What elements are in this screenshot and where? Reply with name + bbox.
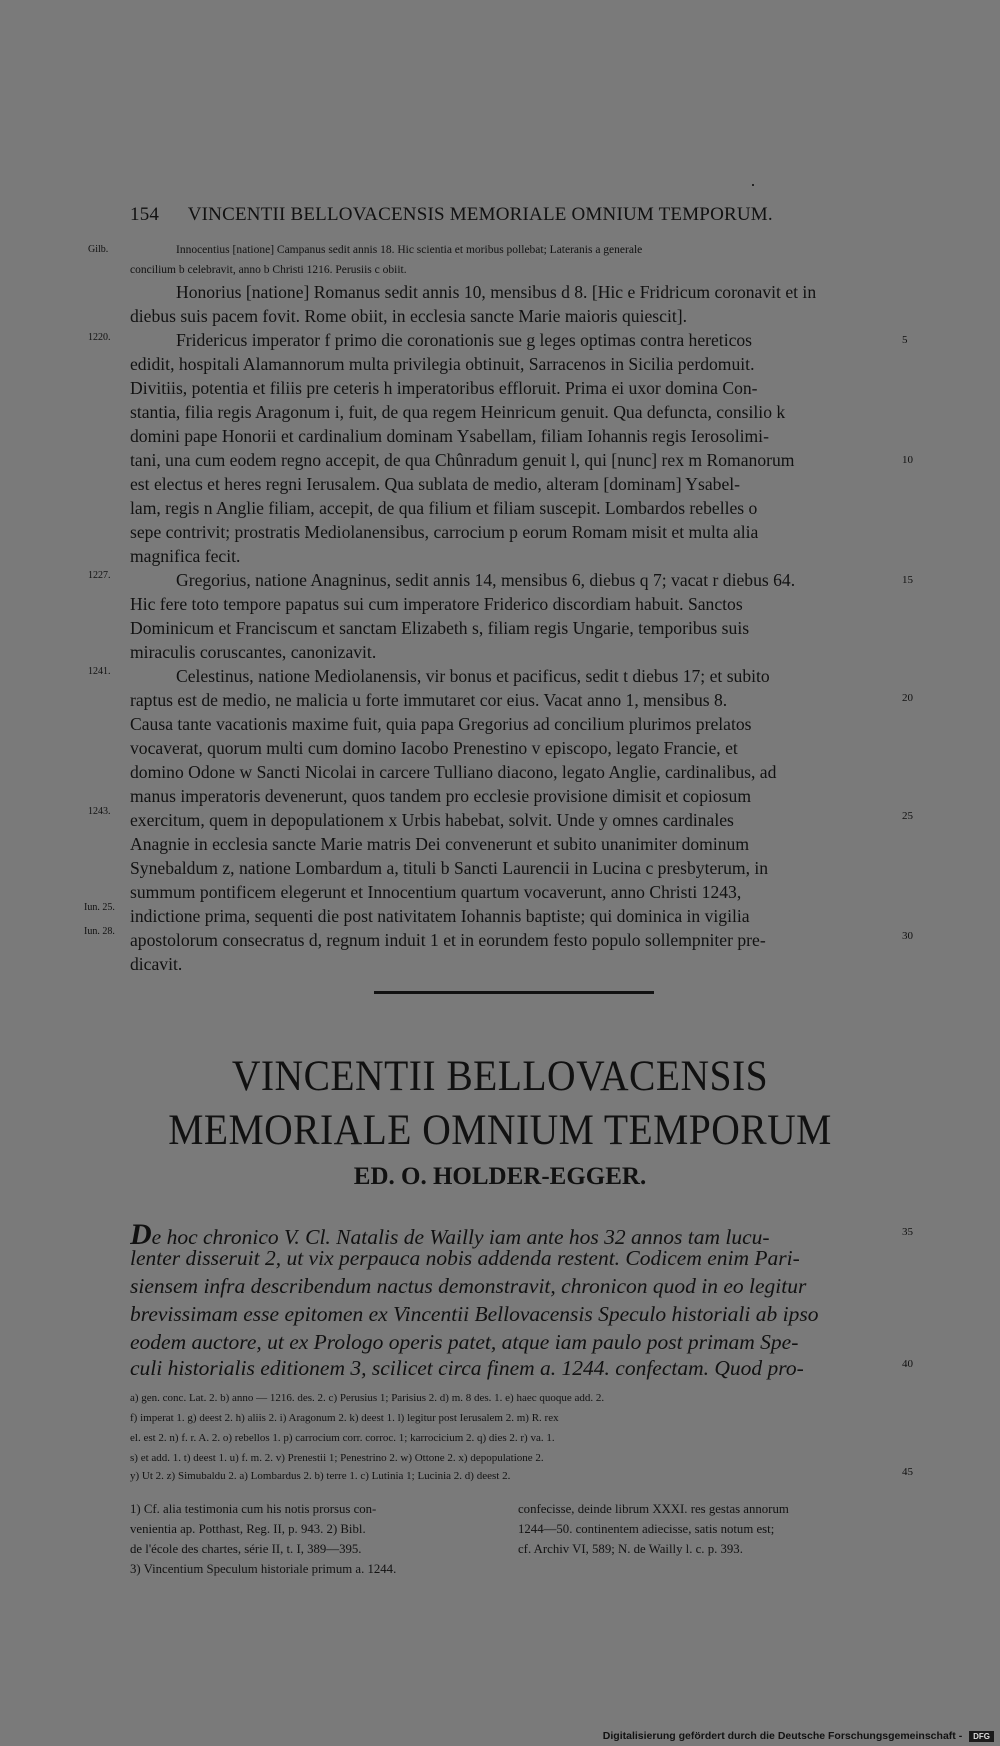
text-line: domino Odone w Sancti Nicolai in carcere Tulliano diacono, legato Anglie, cardinalibus, ad	[130, 762, 777, 782]
intro-line: De hoc chronico V. Cl. Natalis de Wailly iam ante hos 32 annos tam lucu-	[130, 1218, 770, 1251]
text-line: manus imperatoris devenerunt, quos tandem pro ecclesie provisione dimisit et copiosum	[130, 786, 752, 806]
note-line: cf. Archiv VI, 589; N. de Wailly l. c. p. 393.	[518, 1542, 743, 1556]
footer-text: Digitalisierung gefördert durch die Deutsche Forschungsgemeinschaft -	[602, 1730, 963, 1742]
apparatus-line: y) Ut 2. z) Simubaldu 2. a) Lombardus 2. b) terre 1. c) Lutinia 1; Lucinia 2. d) deest 2.	[130, 1470, 511, 1482]
margin-note: Iun. 28.	[84, 926, 115, 937]
text-line: concilium b celebravit, anno b Christi 1216. Perusiis c obiit.	[130, 264, 407, 276]
text-line: tani, una cum eodem regno accepit, de qua Chûnradum genuit l, qui [nunc] rex m Romanorum	[130, 450, 795, 470]
dfg-logo: DFG	[969, 1731, 994, 1742]
margin-note: 1241.	[88, 666, 111, 677]
intro-line: brevissimam esse epitomen ex Vincentii Bellovacensis Speculo historiali ab ipso	[130, 1302, 819, 1326]
text-line: Causa tante vacationis maxime fuit, quia papa Gregorius ad concilium plurimos prelatos	[130, 714, 752, 734]
line-number: 25	[902, 810, 913, 822]
intro-line: lenter disseruit 2, ut vix perpauca nobis addenda restent. Codicem enim Pari-	[130, 1246, 800, 1270]
text-line: magnifica fecit.	[130, 546, 241, 566]
text-line: exercitum, quem in depopulationem x Urbis habebat, solvit. Unde y omnes cardinales	[130, 810, 734, 830]
line-number: 35	[902, 1226, 913, 1238]
intro-line: siensem infra describendum nactus demonstravit, chronicon quod in eo legitur	[130, 1274, 807, 1298]
text-line: dicavit.	[130, 954, 183, 974]
text-line: diebus suis pacem fovit. Rome obiit, in ecclesia sancte Marie maioris quiescit].	[130, 306, 687, 326]
line-number: 15	[902, 574, 913, 586]
text-line: summum pontificem elegerunt et Innocentium quartum vocaverunt, anno Christi 1243,	[130, 882, 742, 902]
text-line: Fridericus imperator f primo die coronationis sue g leges optimas contra hereticos	[176, 330, 753, 350]
section-title-line2: MEMORIALE OMNIUM TEMPORUM	[168, 1107, 832, 1154]
margin-note: 1243.	[88, 806, 111, 817]
text-line: Anagnie in ecclesia sancte Marie matris Dei convenerunt et subito unanimiter dominum	[130, 834, 750, 854]
running-title: VINCENTII BELLOVACENSIS MEMORIALE OMNIUM TEMPORUM.	[187, 204, 773, 225]
footer-credit	[603, 1730, 994, 1742]
text-line: indictione prima, sequenti die post nativitatem Iohannis baptiste; qui dominica in vigilia	[130, 906, 750, 926]
apparatus-line: el. est 2. n) f. r. A. 2. o) rebellos 1. p) carrocium corr. corroc. 1; karrocicium 2. q) dies 2. r) va. 1.	[130, 1432, 555, 1444]
margin-note: 1227.	[88, 570, 111, 581]
apparatus-line: a) gen. conc. Lat. 2. b) anno — 1216. des. 2. c) Perusius 1; Parisius 2. d) m. 8 des. 1. e) haec quoque add. 2.	[130, 1392, 605, 1404]
running-header	[130, 204, 880, 226]
text-line: Dominicum et Franciscum et sanctam Elizabeth s, filiam regis Ungarie, temporibus suis	[130, 618, 750, 638]
note-line: 1244—50. continentem adiecisse, satis notum est;	[518, 1522, 775, 1536]
text-line: Honorius [natione] Romanus sedit annis 10, mensibus d 8. [Hic e Fridricum coronavit et in	[176, 282, 817, 302]
text-line: lam, regis n Anglie filiam, accepit, de qua filium et filiam suscepit. Lombardos rebelles o	[130, 498, 758, 518]
text-line: apostolorum consecratus d, regnum induit 1 et in eorundem festo populo sollempniter pre-	[130, 930, 766, 950]
margin-note: 1220.	[88, 332, 111, 343]
note-line: 3) Vincentium Speculum historiale primum a. 1244.	[130, 1562, 397, 1576]
line-number: 5	[902, 334, 908, 346]
section-title-line1: VINCENTII BELLOVACENSIS	[231, 1053, 769, 1100]
line-number: 20	[902, 692, 913, 704]
note-line: de l'école des chartes, série II, t. I, 389—395.	[130, 1542, 362, 1556]
line-number: 30	[902, 930, 913, 942]
editor-line: ED. O. HOLDER-EGGER.	[353, 1163, 647, 1190]
note-line: 1) Cf. alia testimonia cum his notis prorsus con-	[130, 1502, 377, 1516]
text-line: miraculis coruscantes, canonizavit.	[130, 642, 377, 662]
text-line: Synebaldum z, natione Lombardum a, tituli b Sancti Laurencii in Lucina c presbyterum, in	[130, 858, 769, 878]
text-line: domini pape Honorii et cardinalium dominam Ysabellam, filiam Iohannis regis Ierosolimi-	[130, 426, 769, 446]
apparatus-line: s) et add. 1. t) deest 1. u) f. m. 2. v) Prenestii 1; Penestrino 2. w) Ottone 2. x) depopulatione 2.	[130, 1452, 544, 1464]
apparatus-line: f) imperat 1. g) deest 2. h) aliis 2. i) Aragonum 2. k) deest 1. l) legitur post Ierusalem 2. m) R. rex	[130, 1412, 559, 1424]
text-line: raptus est de medio, ne malicia u forte immutaret cor eius. Vacat anno 1, mensibus 8.	[130, 690, 728, 710]
text-line: sepe contrivit; prostratis Mediolanensibus, carrocium p eorum Romam misit et multa alia	[130, 522, 759, 542]
margin-note: Iun. 25.	[84, 902, 115, 913]
note-line: confecisse, deinde librum XXXI. res gestas annorum	[518, 1502, 789, 1516]
speck	[752, 184, 754, 186]
text-line: edidit, hospitali Alamannorum multa privilegia obtinuit, Sarracenos in Sicilia perdomuit.	[130, 354, 755, 374]
text-line: Gregorius, natione Anagninus, sedit annis 14, mensibus 6, diebus q 7; vacat r diebus 64.	[176, 570, 796, 590]
drop-cap: D	[130, 1218, 152, 1251]
note-line: venientia ap. Potthast, Reg. II, p. 943. 2) Bibl.	[130, 1522, 366, 1536]
intro-line: culi historialis editionem 3, scilicet circa finem a. 1244. confectam. Quod pro-	[130, 1356, 804, 1380]
text-line: est electus et heres regni Ierusalem. Qua sublata de medio, alteram [dominam] Ysabel-	[130, 474, 741, 494]
text-line: stantia, filia regis Aragonum i, fuit, de qua regem Heinricum genuit. Qua defuncta, consilio k	[130, 402, 786, 422]
section-divider	[374, 991, 654, 994]
line-number: 40	[902, 1358, 913, 1370]
line-number: 45	[902, 1466, 913, 1478]
text-line: Innocentius [natione] Campanus sedit annis 18. Hic scientia et moribus pollebat; Lateranis a generale	[176, 244, 643, 256]
intro-line: eodem auctore, ut ex Prologo operis patet, atque iam paulo post primam Spe-	[130, 1330, 799, 1354]
page-number: 154	[130, 204, 160, 225]
text-line: Celestinus, natione Mediolanensis, vir bonus et pacificus, sedit t diebus 17; et subito	[176, 666, 770, 686]
text-line: vocaverat, quorum multi cum domino Iacobo Prenestino v episcopo, legato Francie, et	[130, 738, 738, 758]
text-line: Divitiis, potentia et filiis pre ceteris h imperatoribus effloruit. Prima ei uxor domina Con-	[130, 378, 758, 398]
text-line: Hic fere toto tempore papatus sui cum imperatore Friderico discordiam habuit. Sanctos	[130, 594, 743, 614]
margin-note: Gilb.	[88, 244, 109, 255]
line-number: 10	[902, 454, 913, 466]
